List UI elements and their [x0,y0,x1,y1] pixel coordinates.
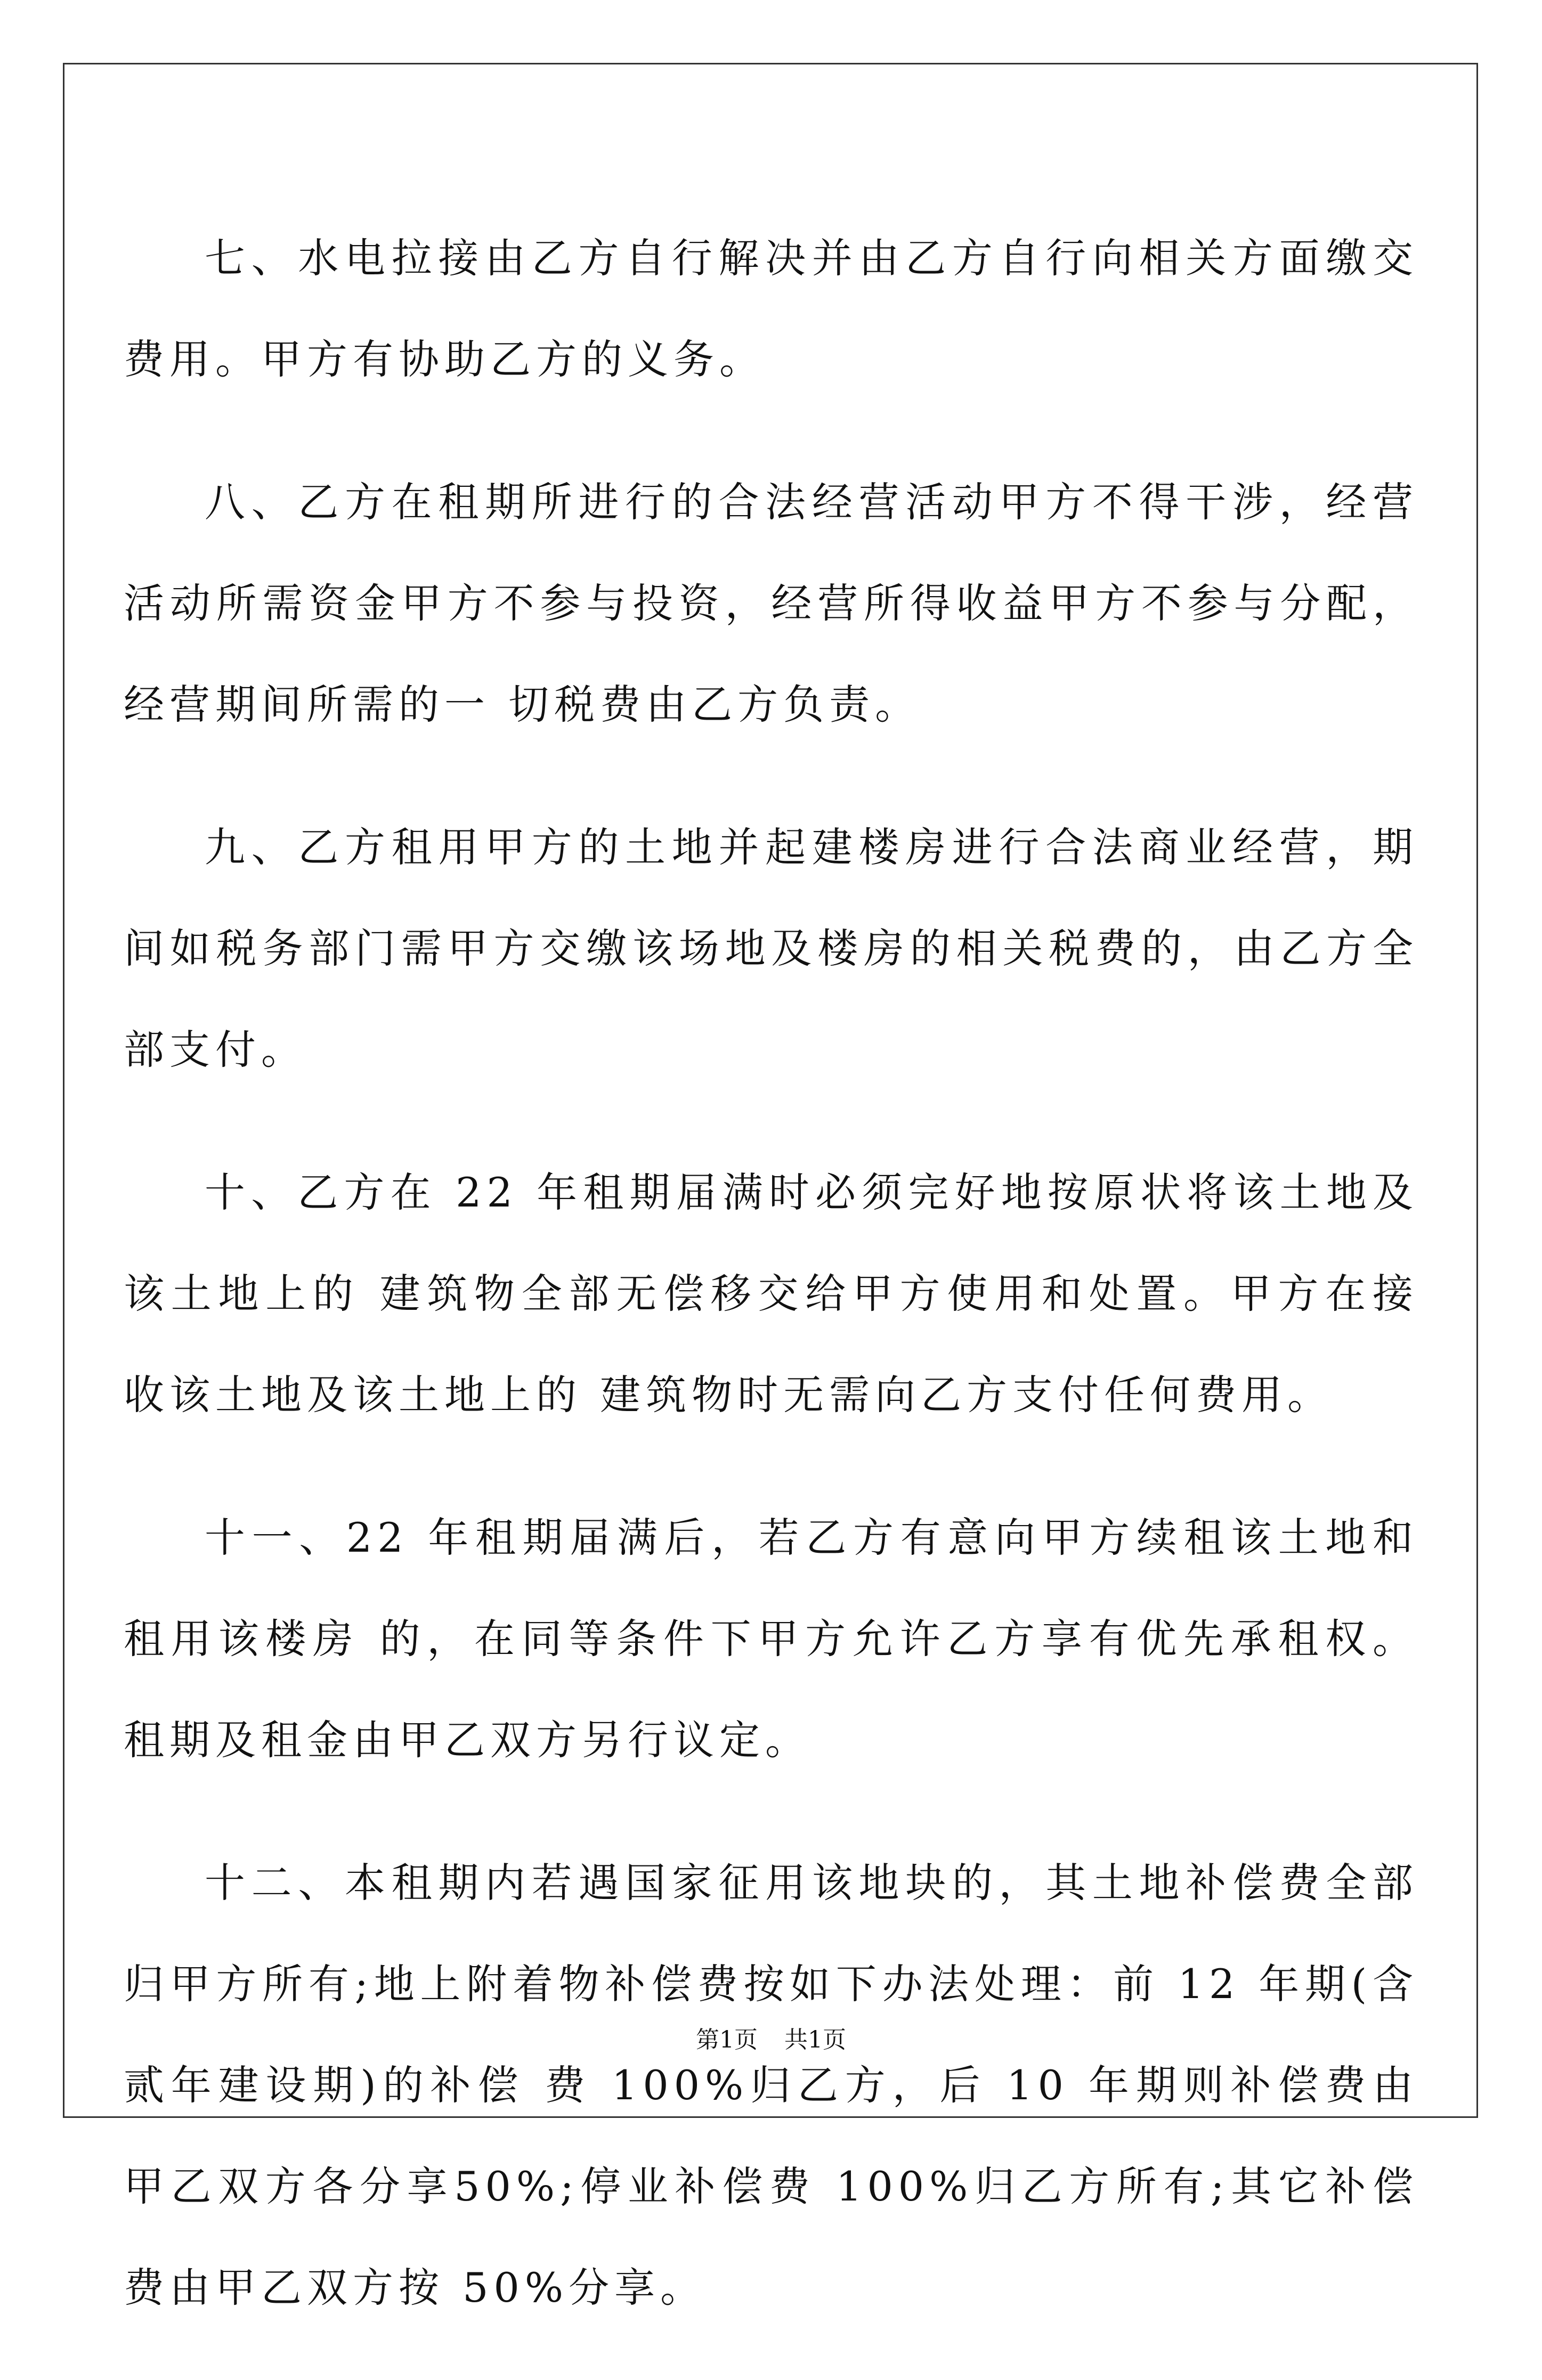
clause-11: 十一、22 年租期届满后，若乙方有意向甲方续租该土地和租用该楼房 的，在同等条件下甲方允许乙方享有优先承租权。租期及租金由甲乙双方另行议定。 [124,1514,1418,1764]
clause-9: 九、乙方租用甲方的土地并起建楼房进行合法商业经营，期间如税务部门需甲方交缴该场地及楼房的相关税费的，由乙方全部支付。 [124,824,1418,1073]
page-footer [0,2024,1542,2056]
clause-10: 十、乙方在 22 年租期届满时必须完好地按原状将该土地及该土地上的 建筑物全部无偿移交给甲方使用和处置。甲方在接收该土地及该土地上的 建筑物时无需向乙方支付任何费用。 [124,1169,1418,1419]
clause-7: 七、水电拉接由乙方自行解决并由乙方自行向相关方面缴交费用。甲方有协助乙方的义务。 [124,234,1418,383]
page-total: 共1页 [784,2026,846,2053]
clause-12: 十二、本租期内若遇国家征用该地块的，其土地补偿费全部归甲方所有;地上附着物补偿费按如下办法处理：前 12 年期(含贰年建设期)的补偿 费 100%归乙方，后 10 年期则补偿费由甲乙双方各分享50%;停业补偿费 100%归乙方所有;其它补偿费由甲乙双方按 50%分享。 [124,1859,1418,2311]
clause-8: 八、乙方在租期所进行的合法经营活动甲方不得干涉，经营活动所需资金甲方不参与投资，经营所得收益甲方不参与分配，经营期间所需的一 切税费由乙方负责。 [124,478,1418,728]
page-number: 第1页 [696,2026,758,2053]
